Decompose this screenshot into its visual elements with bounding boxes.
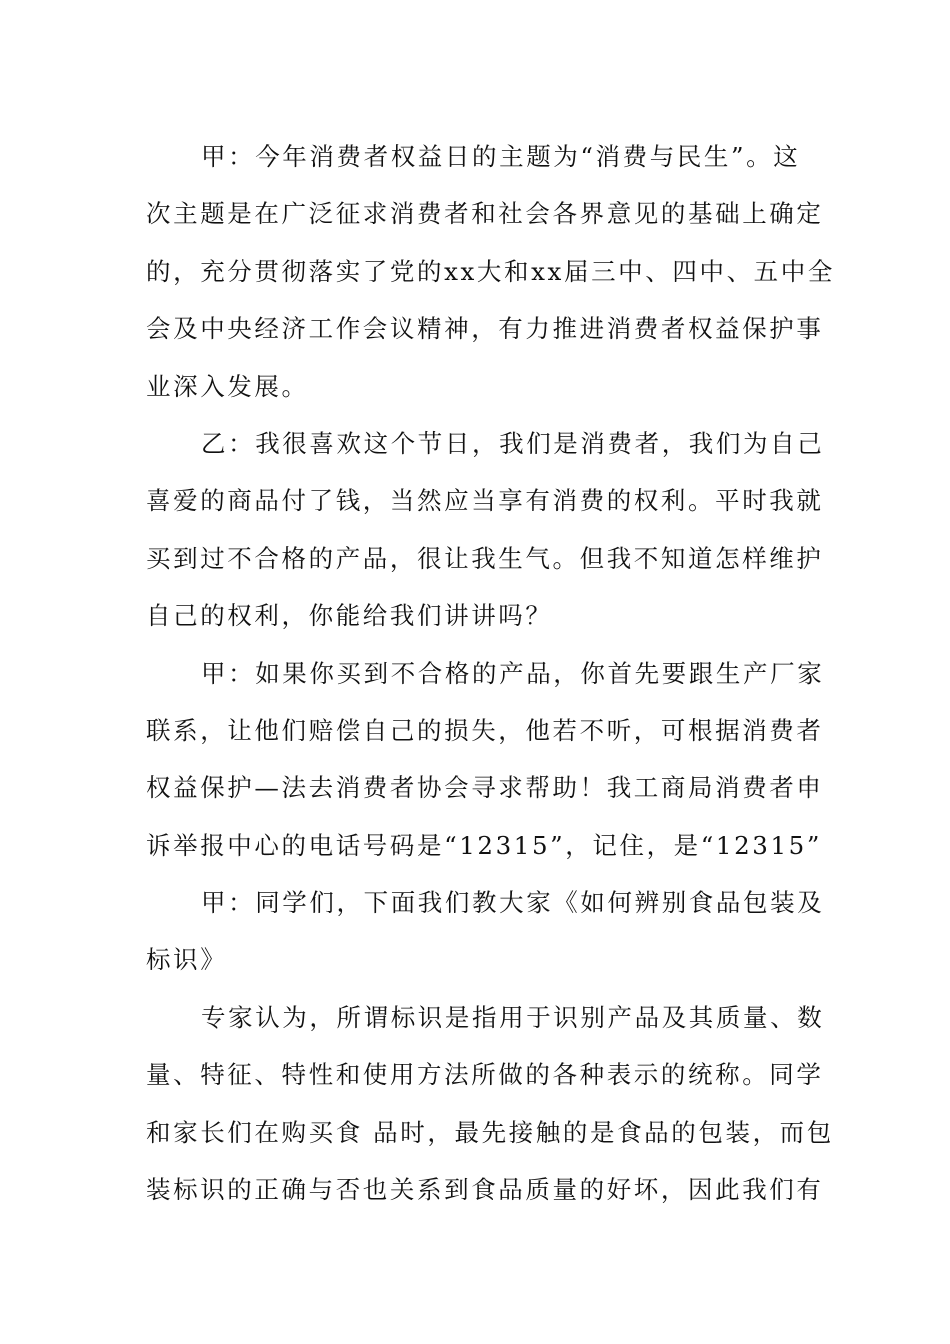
paragraph-3-line-3: 权益保护—法去消费者协会寻求帮助！我工商局消费者申: [146, 773, 824, 803]
paragraph-3-line-2: 联系，让他们赔偿自己的损失，他若不听，可根据消费者: [146, 715, 824, 745]
paragraph-5-line-3: 和家长们在购买食 品时，最先接触的是食品的包装，而包: [146, 1117, 834, 1147]
paragraph-1-line-5: 业深入发展。: [146, 371, 309, 401]
paragraph-5-line-1: 专家认为，所谓标识是指用于识别产品及其质量、数: [201, 1002, 825, 1032]
paragraph-5-line-2: 量、特征、特性和使用方法所做的各种表示的统称。同学: [146, 1060, 824, 1090]
paragraph-5-line-4: 装标识的正确与否也关系到食品质量的好坏，因此我们有: [146, 1175, 824, 1205]
paragraph-1-line-4: 会及中央经济工作会议精神，有力推进消费者权益保护事: [146, 314, 824, 344]
paragraph-2-line-4: 自己的权利，你能给我们讲讲吗？: [146, 601, 553, 631]
paragraph-1-line-1: 甲：今年消费者权益日的主题为“消费与民生”。这: [201, 142, 801, 171]
paragraph-4-line-2: 标识》: [146, 945, 228, 975]
document-body: [146, 128, 835, 1218]
paragraph-2-line-1: 乙：我很喜欢这个节日，我们是消费者，我们为自己: [201, 428, 825, 458]
paragraph-3-line-4: 诉举报中心的电话号码是“12315”，记住，是“12315”: [146, 830, 822, 860]
paragraph-1-line-2: 次主题是在广泛征求消费者和社会各界意见的基础上确定: [146, 199, 824, 229]
paragraph-1-line-3: 的，充分贯彻落实了党的xx大和xx届三中、四中、五中全: [146, 256, 835, 286]
paragraph-2-line-2: 喜爱的商品付了钱，当然应当享有消费的权利。平时我就: [146, 486, 824, 516]
paragraph-3-line-1: 甲：如果你买到不合格的产品，你首先要跟生产厂家: [201, 658, 825, 688]
paragraph-2-line-3: 买到过不合格的产品，很让我生气。但我不知道怎样维护: [146, 543, 824, 573]
paragraph-4-line-1: 甲：同学们，下面我们教大家《如何辨别食品包装及: [201, 888, 825, 918]
